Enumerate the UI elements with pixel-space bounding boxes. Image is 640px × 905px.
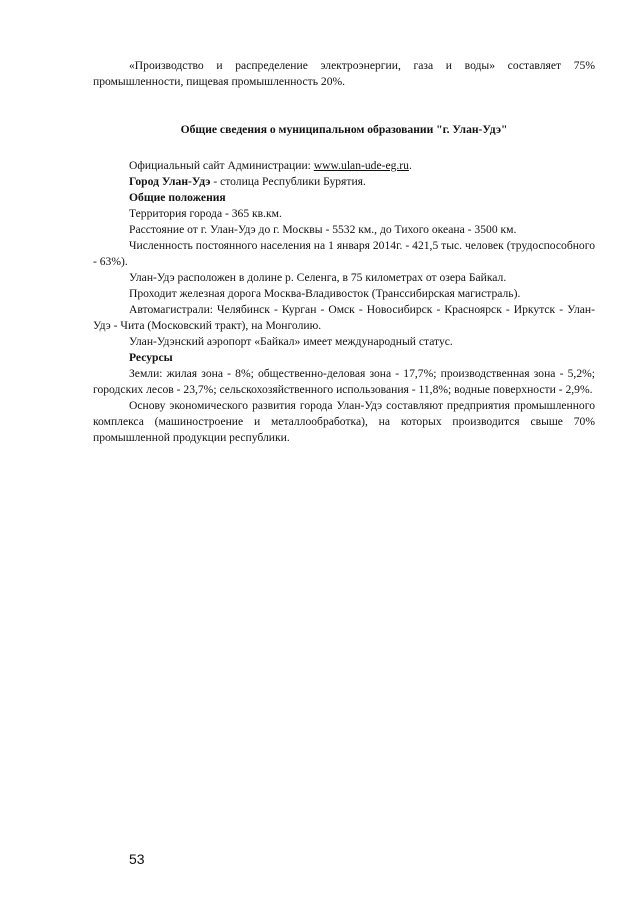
official-site-suffix: . xyxy=(408,159,412,172)
general-item-territory: Территория города - 365 кв.км. xyxy=(129,207,282,220)
general-item-population: Численность постоянного населения на 1 января 2014г. - 421,5 тыс. человек (трудоспособного - 63%). xyxy=(93,239,595,268)
page-number: 53 xyxy=(129,851,145,867)
intro-paragraph: «Производство и распределение электроэнергии, газа и воды» составляет 75% промышленности, пищевая промышленность 20%. xyxy=(93,59,595,88)
official-site-label: Официальный сайт Администрации: xyxy=(129,159,314,172)
city-name: Город Улан-Удэ xyxy=(129,175,211,188)
general-item-distance: Расстояние от г. Улан-Удэ до г. Москвы - 5532 км., до Тихого океана - 3500 км. xyxy=(129,223,517,236)
general-item-highways: Автомагистрали: Челябинск - Курган - Омск - Новосибирск - Красноярск - Иркутск - Улан-Удэ - Чита (Московский тракт), на Монголию. xyxy=(93,303,595,332)
general-title: Общие положения xyxy=(129,191,226,204)
city-description: - столица Республики Бурятия. xyxy=(210,175,366,188)
resources-land: Земли: жилая зона - 8%; общественно-деловая зона - 17,7%; производственная зона - 5,2%; городских лесов - 23,7%; сельскохозяйственного использования - 11,8%; водные поверхности - 2,9%. xyxy=(93,367,595,396)
official-site-link[interactable]: www.ulan-ude-eg.ru xyxy=(313,159,409,172)
resources-economy: Основу экономического развития города Улан-Удэ составляют предприятия промышленного комплекса (машиностроение и металлообработка), на которых производится свыше 70% промышленной продукции республики. xyxy=(93,399,595,444)
section-heading: Общие сведения о муниципальном образовании "г. Улан-Удэ" xyxy=(180,123,508,136)
general-item-location: Улан-Удэ расположен в долине р. Селенга, в 75 километрах от озера Байкал. xyxy=(129,271,507,284)
official-site-line xyxy=(93,158,595,174)
general-item-airport: Улан-Удэнский аэропорт «Байкал» имеет международный статус. xyxy=(129,335,453,348)
document-page xyxy=(93,58,595,446)
resources-title: Ресурсы xyxy=(129,351,173,364)
general-item-railway: Проходит железная дорога Москва-Владивосток (Транссибирская магистраль). xyxy=(129,287,521,300)
city-line xyxy=(93,174,595,190)
